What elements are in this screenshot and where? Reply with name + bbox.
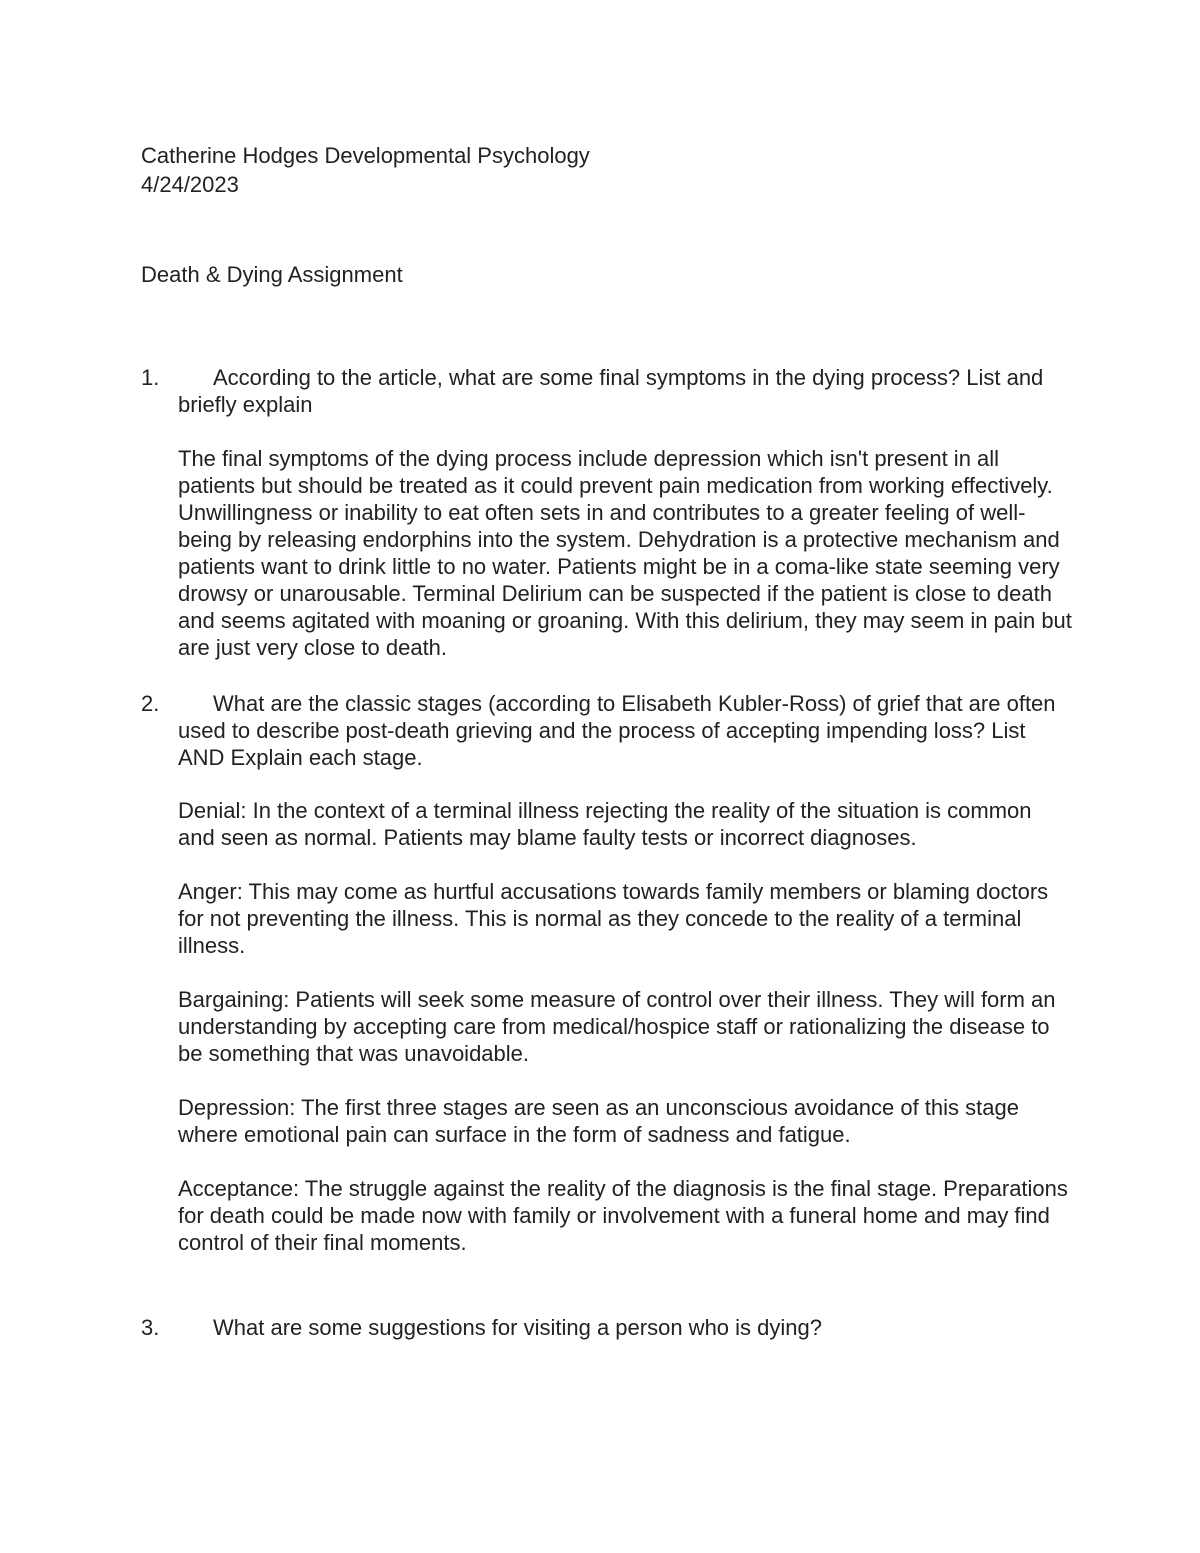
question-2 [141, 690, 1071, 771]
question-text: According to the article, what are some final symptoms in the dying process? List and briefly explain [178, 365, 1044, 417]
stage-bargaining: Bargaining: Patients will seek some measure of control over their illness. They will form an understanding by accepting care from medical/hospice staff or rationalizing the disease to be something that was unavoidable. [178, 987, 1056, 1066]
question-number: 3. [141, 1315, 160, 1340]
assignment-title: Death & Dying Assignment [141, 262, 403, 287]
author-course-line: Catherine Hodges Developmental Psychology [141, 143, 590, 168]
answer-2 [178, 797, 1073, 1256]
answer-paragraph: The final symptoms of the dying process include depression which isn't present in all patients but should be treated as it could prevent pain medication from working effectively. Unwillingness or inability to eat often sets in and contributes to a greater feeling of well-being by releasing endorphins into the system. Dehydration is a protective mechanism and patients want to drink little to no water. Patients might be in a coma-like state seeming very drowsy or unarousable. Terminal Delirium can be suspected if the patient is close to death and seems agitated with moaning or groaning. With this delirium, they may seem in pain but are just very close to death. [178, 446, 1072, 660]
question-text: What are some suggestions for visiting a person who is dying? [213, 1315, 822, 1340]
question-3 [141, 1314, 1071, 1341]
date-line: 4/24/2023 [141, 172, 239, 197]
stage-anger: Anger: This may come as hurtful accusations towards family members or blaming doctors for not preventing the illness. This is normal as they concede to the reality of a terminal illness. [178, 879, 1049, 958]
question-text: What are the classic stages (according to Elisabeth Kubler-Ross) of grief that are often used to describe post-death grieving and the process of accepting impending loss? List AND Explain each stage. [178, 691, 1056, 770]
stage-acceptance: Acceptance: The struggle against the reality of the diagnosis is the final stage. Preparations for death could be made now with family or involvement with a funeral home and may find control of their final moments. [178, 1176, 1068, 1255]
question-number: 1. [141, 365, 160, 390]
question-number: 2. [141, 691, 160, 716]
stage-denial: Denial: In the context of a terminal illness rejecting the reality of the situation is common and seen as normal. Patients may blame faulty tests or incorrect diagnoses. [178, 798, 1032, 850]
stage-depression: Depression: The first three stages are seen as an unconscious avoidance of this stage where emotional pain can surface in the form of sadness and fatigue. [178, 1095, 1019, 1147]
answer-1 [178, 445, 1073, 661]
question-1 [141, 364, 1071, 418]
